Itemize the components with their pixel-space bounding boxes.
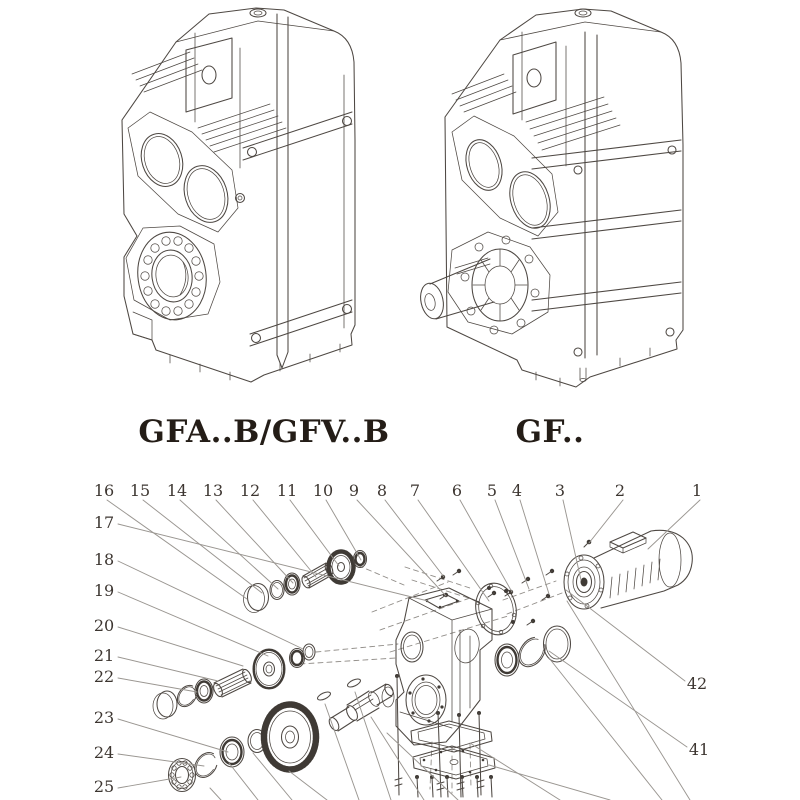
offscreen-leader-5 [325,704,359,800]
bore-openings [452,116,558,236]
leader-line-24 [118,754,204,766]
leader-line-21 [118,657,218,681]
callout-9 [349,481,446,596]
callout-6 [452,481,512,592]
leader-line-41 [549,651,687,747]
leader-line-4 [520,500,549,594]
leader-line-20 [118,627,243,666]
callout-25 [94,777,181,796]
part-output-bearing-rings [495,626,571,676]
callout-41 [549,651,709,759]
callout-number-3: 3 [554,481,566,500]
callout-number-25: 25 [93,777,115,796]
leader-line-15 [143,500,262,593]
motor-fins [610,559,660,598]
part-flange-gasket [471,579,521,638]
callout-number-24: 24 [93,743,115,762]
callout-number-6: 6 [451,481,463,500]
leader-line-16 [107,500,247,599]
callout-number-4: 4 [511,481,523,500]
callout-4 [512,481,549,594]
intermediate-pinion-shaft [212,668,253,698]
part-second-stage-parts [153,644,315,719]
callout-number-17: 17 [93,513,115,532]
hollow-shaft-bearing [126,226,220,324]
output-gear [264,705,316,770]
cooling-fins [452,74,620,150]
gearbox-drawing-gf [417,9,683,387]
leader-line-8 [385,500,444,577]
offscreen-leader-12 [567,601,690,800]
callout-number-15: 15 [129,481,151,500]
leader-line-42 [566,590,685,681]
leader-line-23 [118,719,228,752]
leader-line-17 [118,524,428,601]
side-straps [243,14,352,368]
shaft-key [346,677,361,688]
side-straps [532,32,681,358]
callout-number-10: 10 [312,481,334,500]
callout-number-8: 8 [376,481,388,500]
oil-seal [220,737,244,767]
long-bolts [395,674,484,797]
callout-number-1: 1 [691,481,703,500]
callout-number-22: 22 [93,667,115,686]
offscreen-leader-2 [229,763,258,800]
caption-gf: GF.. [515,414,585,450]
offscreen-leader-8 [387,733,458,800]
callout-number-20: 20 [93,616,115,635]
offscreen-leader-10 [489,765,610,800]
callout-19 [94,581,268,656]
leader-line-22 [118,678,197,692]
callout-number-9: 9 [348,481,360,500]
shaft-key [316,690,331,701]
ball-bearing [169,759,196,792]
part-motor [564,530,692,609]
gearbox-drawing-gfab-gfvb [122,8,355,382]
callout-22 [94,667,197,692]
callout-number-5: 5 [486,481,498,500]
callout-20 [94,616,243,666]
callout-1 [648,481,702,549]
leader-line-2 [589,500,623,543]
part-output-stage-parts [169,677,395,791]
callout-number-41: 41 [688,740,710,759]
offscreen-leader-4 [289,771,327,800]
offscreen-leader-1 [210,788,221,800]
dashed-assembly-axes [300,562,562,793]
caption-gfab-gfvb: GFA..B/GFV..B [138,414,390,450]
leader-line-19 [118,592,268,656]
callout-number-21: 21 [93,646,115,665]
callout-number-23: 23 [93,708,115,727]
callout-number-14: 14 [166,481,188,500]
leader-line-7 [418,500,489,601]
callout-5 [487,481,529,589]
leader-line-1 [648,500,700,549]
mounting-feet [133,312,340,380]
callout-number-13: 13 [202,481,224,500]
callout-number-2: 2 [614,481,626,500]
callout-number-16: 16 [93,481,115,500]
output-flange-and-shaft [417,232,550,334]
part-housing [382,588,492,745]
callout-number-11: 11 [276,481,298,500]
callout-number-19: 19 [93,581,115,600]
callout-number-42: 42 [686,674,708,693]
output-shaft [327,683,395,732]
offscreen-leader-6 [355,692,391,800]
callout-number-18: 18 [93,550,115,569]
callout-number-7: 7 [409,481,421,500]
leader-line-6 [460,500,512,592]
leader-line-9 [357,500,446,596]
callout-2 [589,481,625,543]
bore-openings [128,112,245,232]
leader-line-13 [216,500,293,583]
callout-number-12: 12 [239,481,261,500]
offscreen-leader-11 [549,658,662,800]
